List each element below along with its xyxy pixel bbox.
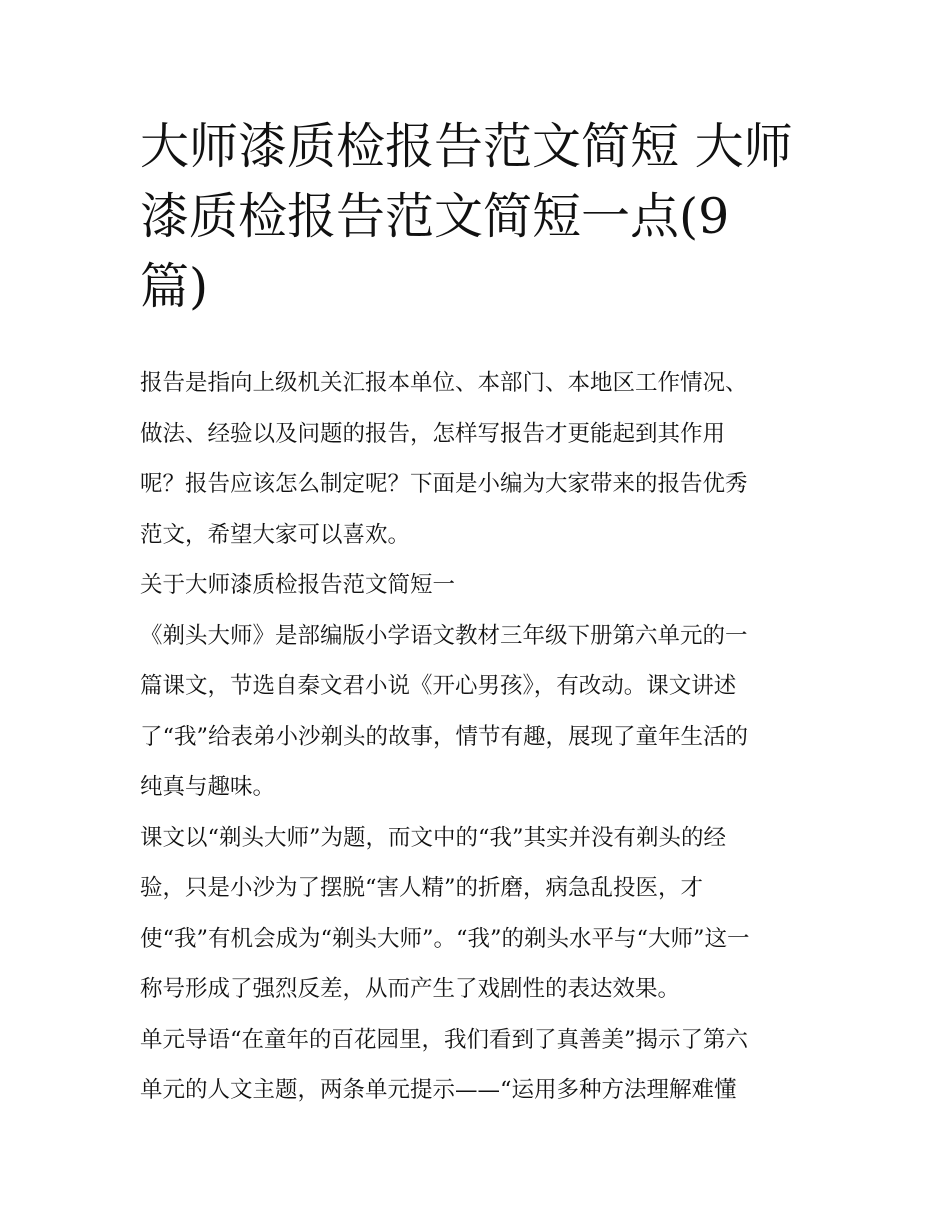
section-heading: 关于大师漆质检报告范文简短一 bbox=[140, 572, 456, 598]
body-line: 称号形成了强烈反差，从而产生了戏剧性的表达效果。 bbox=[140, 976, 681, 1002]
body-line: 纯真与趣味。 bbox=[140, 774, 276, 800]
body-line: 报告是指向上级机关汇报本单位、本部门、本地区工作情况、 bbox=[140, 370, 748, 396]
document-body bbox=[140, 358, 820, 1116]
body-line: 了“我”给表弟小沙剃头的故事，情节有趣，展现了童年生活的 bbox=[140, 723, 749, 750]
body-line: 单元的人文主题，两条单元提示——“运用多种方法理解难懂 bbox=[140, 1077, 737, 1103]
title-line: 篇) bbox=[140, 258, 209, 315]
body-line: 课文以“剃头大师”为题，而文中的“我”其实并没有剃头的经 bbox=[140, 824, 727, 851]
body-line: 使“我”有机会成为“剃头大师”。“我”的剃头水平与“大师”这一 bbox=[140, 925, 750, 952]
document-title bbox=[140, 112, 820, 322]
title-line: 漆质检报告范文简短一点(9 bbox=[140, 188, 730, 245]
body-line: 《剃头大师》是部编版小学语文教材三年级下册第六单元的一 bbox=[140, 622, 748, 649]
body-line: 呢？报告应该怎么制定呢？下面是小编为大家带来的报告优秀 bbox=[140, 471, 748, 497]
body-line: 范文，希望大家可以喜欢。 bbox=[140, 521, 411, 548]
body-line: 验，只是小沙为了摆脱“害人精”的折磨，病急乱投医，才 bbox=[140, 875, 704, 901]
title-line: 大师漆质检报告范文简短 大师 bbox=[140, 118, 793, 175]
body-line: 单元导语“在童年的百花园里，我们看到了真善美”揭示了第六 bbox=[140, 1026, 749, 1053]
body-line: 做法、经验以及问题的报告，怎样写报告才更能起到其作用 bbox=[140, 420, 726, 447]
body-line: 篇课文，节选自秦文君小说《开心男孩》，有改动。课文讲述 bbox=[140, 673, 737, 699]
